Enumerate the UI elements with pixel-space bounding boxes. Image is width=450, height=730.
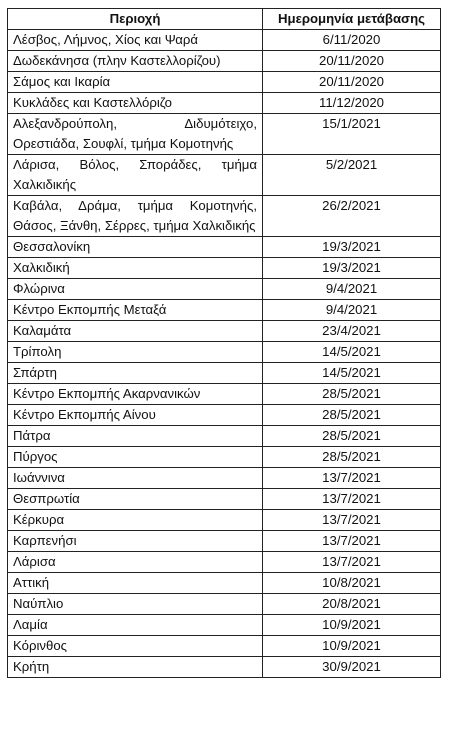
- date-cell: 28/5/2021: [263, 405, 441, 426]
- region-cell: Σπάρτη: [8, 363, 263, 384]
- date-cell: 13/7/2021: [263, 489, 441, 510]
- date-cell: 11/12/2020: [263, 93, 441, 114]
- table-row: [8, 72, 441, 93]
- region-cell: Αττική: [8, 573, 263, 594]
- date-cell: 23/4/2021: [263, 321, 441, 342]
- date-cell: 10/9/2021: [263, 636, 441, 657]
- table-row: [8, 258, 441, 279]
- date-cell: 13/7/2021: [263, 531, 441, 552]
- date-cell: 13/7/2021: [263, 510, 441, 531]
- region-cell: Δωδεκάνησα (πλην Καστελλορίζου): [8, 51, 263, 72]
- region-cell: Φλώρινα: [8, 279, 263, 300]
- table-row: [8, 510, 441, 531]
- table-row: [8, 30, 441, 51]
- table-row: [8, 636, 441, 657]
- table-row: [8, 196, 441, 237]
- region-cell: Πύργος: [8, 447, 263, 468]
- region-cell: Καλαμάτα: [8, 321, 263, 342]
- region-cell: Κόρινθος: [8, 636, 263, 657]
- region-cell: Θεσπρωτία: [8, 489, 263, 510]
- table-row: [8, 615, 441, 636]
- table-row: [8, 531, 441, 552]
- table-row: [8, 573, 441, 594]
- table-row: [8, 321, 441, 342]
- region-cell: Κέρκυρα: [8, 510, 263, 531]
- table-row: [8, 657, 441, 678]
- region-cell: Λέσβος, Λήμνος, Χίος και Ψαρά: [8, 30, 263, 51]
- table-row: [8, 342, 441, 363]
- date-cell: 14/5/2021: [263, 363, 441, 384]
- date-cell: 20/8/2021: [263, 594, 441, 615]
- table-row: [8, 489, 441, 510]
- date-cell: 13/7/2021: [263, 552, 441, 573]
- date-cell: 28/5/2021: [263, 447, 441, 468]
- column-header-region: Περιοχή: [8, 9, 263, 30]
- date-cell: 10/8/2021: [263, 573, 441, 594]
- region-cell: Κέντρο Εκπομπής Ακαρνανικών: [8, 384, 263, 405]
- region-cell: Τρίπολη: [8, 342, 263, 363]
- table-row: [8, 552, 441, 573]
- table-row: [8, 51, 441, 72]
- region-cell: Ναύπλιο: [8, 594, 263, 615]
- region-cell: Θεσσαλονίκη: [8, 237, 263, 258]
- table-row: [8, 384, 441, 405]
- region-cell: Λάρισα, Βόλος, Σποράδες, τμήμα Χαλκιδικής: [8, 155, 263, 196]
- date-cell: 5/2/2021: [263, 155, 441, 196]
- region-cell: Κρήτη: [8, 657, 263, 678]
- table-row: [8, 426, 441, 447]
- date-cell: 28/5/2021: [263, 384, 441, 405]
- date-cell: 20/11/2020: [263, 51, 441, 72]
- region-cell: Κέντρο Εκπομπής Αίνου: [8, 405, 263, 426]
- date-cell: 30/9/2021: [263, 657, 441, 678]
- document-sheet: [7, 8, 440, 678]
- table-row: [8, 468, 441, 489]
- date-cell: 13/7/2021: [263, 468, 441, 489]
- column-header-date: Ημερομηνία μετάβασης: [263, 9, 441, 30]
- region-cell: Πάτρα: [8, 426, 263, 447]
- table-row: [8, 405, 441, 426]
- region-cell: Χαλκιδική: [8, 258, 263, 279]
- table-row: [8, 447, 441, 468]
- date-cell: 19/3/2021: [263, 258, 441, 279]
- region-cell: Ιωάννινα: [8, 468, 263, 489]
- table-row: [8, 363, 441, 384]
- region-cell: Λάρισα: [8, 552, 263, 573]
- region-cell: Καβάλα, Δράμα, τμήμα Κομοτηνής, Θάσος, Ξάνθη, Σέρρες, τμήμα Χαλκιδικής: [8, 196, 263, 237]
- table-row: [8, 93, 441, 114]
- region-cell: Σάμος και Ικαρία: [8, 72, 263, 93]
- table-row: [8, 300, 441, 321]
- date-cell: 9/4/2021: [263, 279, 441, 300]
- region-cell: Καρπενήσι: [8, 531, 263, 552]
- table-row: [8, 114, 441, 155]
- region-cell: Κυκλάδες και Καστελλόριζο: [8, 93, 263, 114]
- transition-schedule-table: [7, 8, 441, 678]
- date-cell: 20/11/2020: [263, 72, 441, 93]
- date-cell: 28/5/2021: [263, 426, 441, 447]
- region-cell: Αλεξανδρούπολη, Διδυμότειχο, Ορεστιάδα, Σουφλί, τμήμα Κομοτηνής: [8, 114, 263, 155]
- date-cell: 10/9/2021: [263, 615, 441, 636]
- date-cell: 14/5/2021: [263, 342, 441, 363]
- region-cell: Κέντρο Εκπομπής Μεταξά: [8, 300, 263, 321]
- table-header-row: [8, 9, 441, 30]
- date-cell: 15/1/2021: [263, 114, 441, 155]
- date-cell: 19/3/2021: [263, 237, 441, 258]
- table-body: [8, 30, 441, 678]
- date-cell: 9/4/2021: [263, 300, 441, 321]
- region-cell: Λαμία: [8, 615, 263, 636]
- table-row: [8, 279, 441, 300]
- date-cell: 26/2/2021: [263, 196, 441, 237]
- table-row: [8, 155, 441, 196]
- table-row: [8, 594, 441, 615]
- table-row: [8, 237, 441, 258]
- date-cell: 6/11/2020: [263, 30, 441, 51]
